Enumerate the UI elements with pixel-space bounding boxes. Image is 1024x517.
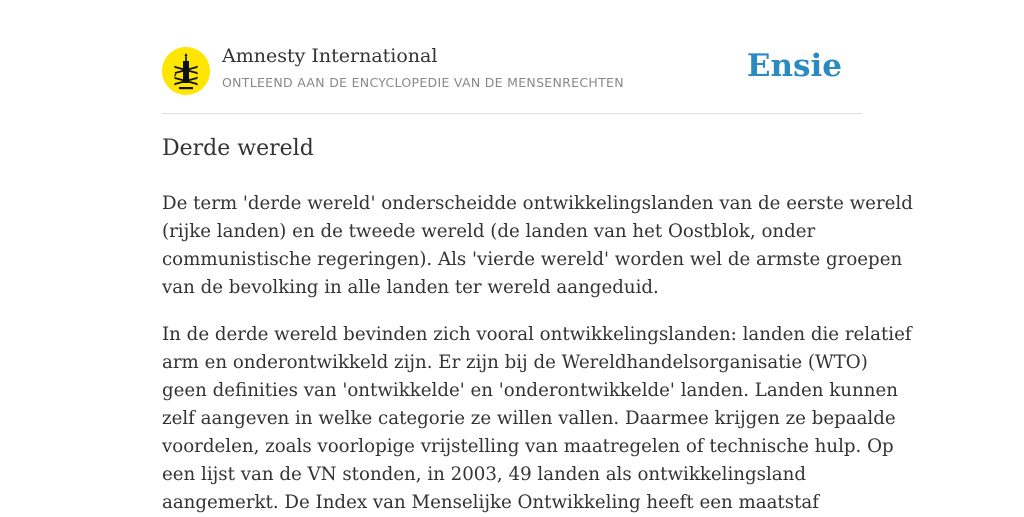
page [162, 0, 913, 513]
organization-subtitle: ONTLEEND AAN DE ENCYCLOPEDIE VAN DE MENSENRECHTEN [222, 75, 624, 90]
article-paragraph-2 [162, 321, 912, 517]
candle-barbed-wire-icon[interactable] [162, 47, 210, 95]
paragraph-line: arm en onderontwikkeld zijn. Er zijn bij de Wereldhandelsorganisatie (WTO) [162, 352, 868, 373]
paragraph-line: geen definities van 'ontwikkelde' en 'onderontwikkelde' landen. Landen kunnen [162, 380, 898, 401]
page-header [162, 0, 862, 114]
organization-name[interactable]: Amnesty International [222, 45, 438, 67]
paragraph-line: voordelen, zoals voorlopige vrijstelling van maatregelen of technische hulp. Op [162, 436, 894, 457]
paragraph-line: (rijke landen) en de tweede wereld (de landen van het Oostblok, onder [162, 221, 816, 242]
paragraph-line: communistische regeringen). Als 'vierde wereld' worden wel de armste groepen [162, 249, 903, 270]
paragraph-line: een lijst van de VN stonden, in 2003, 49 landen als ontwikkelingsland [162, 464, 806, 485]
paragraph-line: zelf aangeven in welke categorie ze willen vallen. Daarmee krijgen ze bepaalde [162, 408, 896, 429]
article-paragraph-1 [162, 190, 913, 302]
paragraph-line: van de bevolking in alle landen ter wereld aangeduid. [162, 277, 659, 298]
ensie-logo-link[interactable]: Ensie [746, 48, 842, 84]
paragraph-line: aangemerkt. De Index van Menselijke Ontwikkeling heeft een maatstaf [162, 492, 819, 513]
article-title: Derde wereld [162, 136, 314, 161]
paragraph-line: In de derde wereld bevinden zich vooral ontwikkelingslanden: landen die relatief [162, 324, 912, 345]
paragraph-line: De term 'derde wereld' onderscheidde ontwikkelingslanden van de eerste wereld [162, 193, 913, 214]
